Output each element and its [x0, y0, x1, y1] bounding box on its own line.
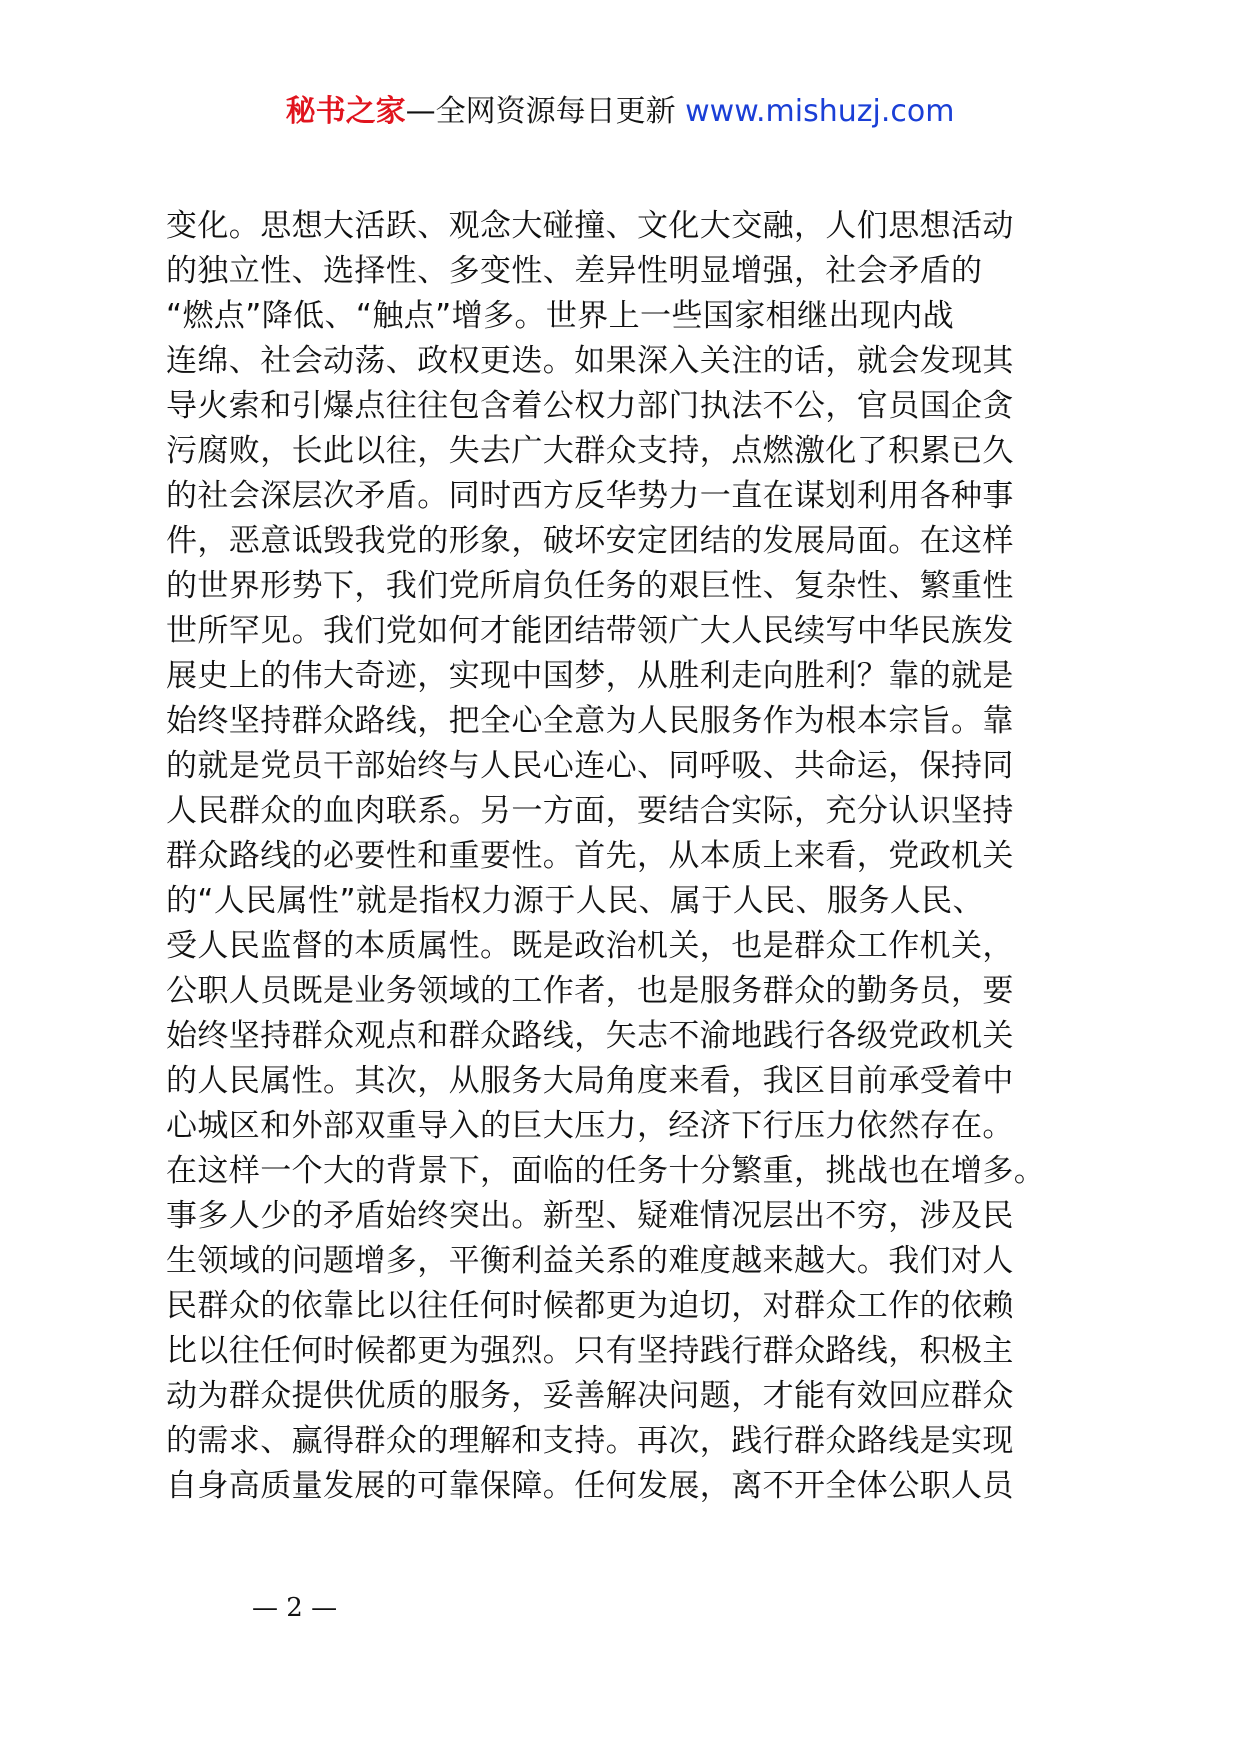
text-line: 的需求、赢得群众的理解和支持。再次，践行群众路线是实现: [166, 1423, 1014, 1459]
text-line: 的社会深层次矛盾。同时西方反华势力一直在谋划利用各种事: [166, 478, 1014, 514]
text-line: “燃点”降低、“触点”增多。世界上一些国家相继出现内战: [166, 298, 955, 334]
text-line: 比以往任何时候都更为强烈。只有坚持践行群众路线，积极主: [166, 1333, 1014, 1369]
page-number: — 2 —: [252, 1593, 338, 1623]
text-line: 世所罕见。我们党如何才能团结带领广大人民续写中华民族发: [166, 613, 1014, 649]
brand-name: 秘书之家: [285, 94, 406, 129]
text-line: 的人民属性。其次，从服务大局角度来看，我区目前承受着中: [166, 1063, 1014, 1099]
header-tagline: —全网资源每日更新: [405, 94, 686, 129]
text-line: 的“人民属性”就是指权力源于人民、属于人民、服务人民、: [166, 883, 984, 919]
text-line: 始终坚持群众路线，把全心全意为人民服务作为根本宗旨。靠: [166, 703, 1014, 739]
text-line: 心城区和外部双重导入的巨大压力，经济下行压力依然存在。: [166, 1108, 1014, 1144]
page-header: [0, 92, 1240, 132]
text-line: 群众路线的必要性和重要性。首先，从本质上来看，党政机关: [166, 838, 1014, 874]
website-url[interactable]: www.mishuzj.com: [685, 94, 955, 129]
text-line: 展史上的伟大奇迹，实现中国梦，从胜利走向胜利？靠的就是: [166, 658, 1014, 694]
text-line: 件，恶意诋毁我党的形象，破坏安定团结的发展局面。在这样: [166, 523, 1014, 559]
text-line: 人民群众的血肉联系。另一方面，要结合实际，充分认识坚持: [166, 793, 1014, 829]
text-line: 民群众的依靠比以往任何时候都更为迫切，对群众工作的依赖: [166, 1288, 1014, 1324]
text-line: 的世界形势下，我们党所肩负任务的艰巨性、复杂性、繁重性: [166, 568, 1014, 604]
text-line: 的就是党员干部始终与人民心连心、同呼吸、共命运，保持同: [166, 748, 1014, 784]
body-text: [166, 204, 1096, 1509]
text-line: 事多人少的矛盾始终突出。新型、疑难情况层出不穷，涉及民: [166, 1198, 1014, 1234]
text-line: 连绵、社会动荡、政权更迭。如果深入关注的话，就会发现其: [166, 343, 1014, 379]
text-line: 在这样一个大的背景下，面临的任务十分繁重，挑战也在增多。: [166, 1153, 1046, 1189]
text-line: 动为群众提供优质的服务，妥善解决问题，才能有效回应群众: [166, 1378, 1014, 1414]
text-line: 生领域的问题增多，平衡利益关系的难度越来越大。我们对人: [166, 1243, 1014, 1279]
text-line: 变化。思想大活跃、观念大碰撞、文化大交融，人们思想活动: [166, 208, 1014, 244]
text-line: 导火索和引爆点往往包含着公权力部门执法不公，官员国企贪: [166, 388, 1014, 424]
text-line: 始终坚持群众观点和群众路线，矢志不渝地践行各级党政机关: [166, 1018, 1014, 1054]
text-line: 受人民监督的本质属性。既是政治机关，也是群众工作机关，: [166, 928, 1014, 964]
text-line: 的独立性、选择性、多变性、差异性明显增强，社会矛盾的: [166, 253, 983, 289]
text-line: 污腐败，长此以往，失去广大群众支持，点燃激化了积累已久: [166, 433, 1014, 469]
text-line: 自身高质量发展的可靠保障。任何发展，离不开全体公职人员: [166, 1468, 1014, 1504]
text-line: 公职人员既是业务领域的工作者，也是服务群众的勤务员，要: [166, 973, 1014, 1009]
